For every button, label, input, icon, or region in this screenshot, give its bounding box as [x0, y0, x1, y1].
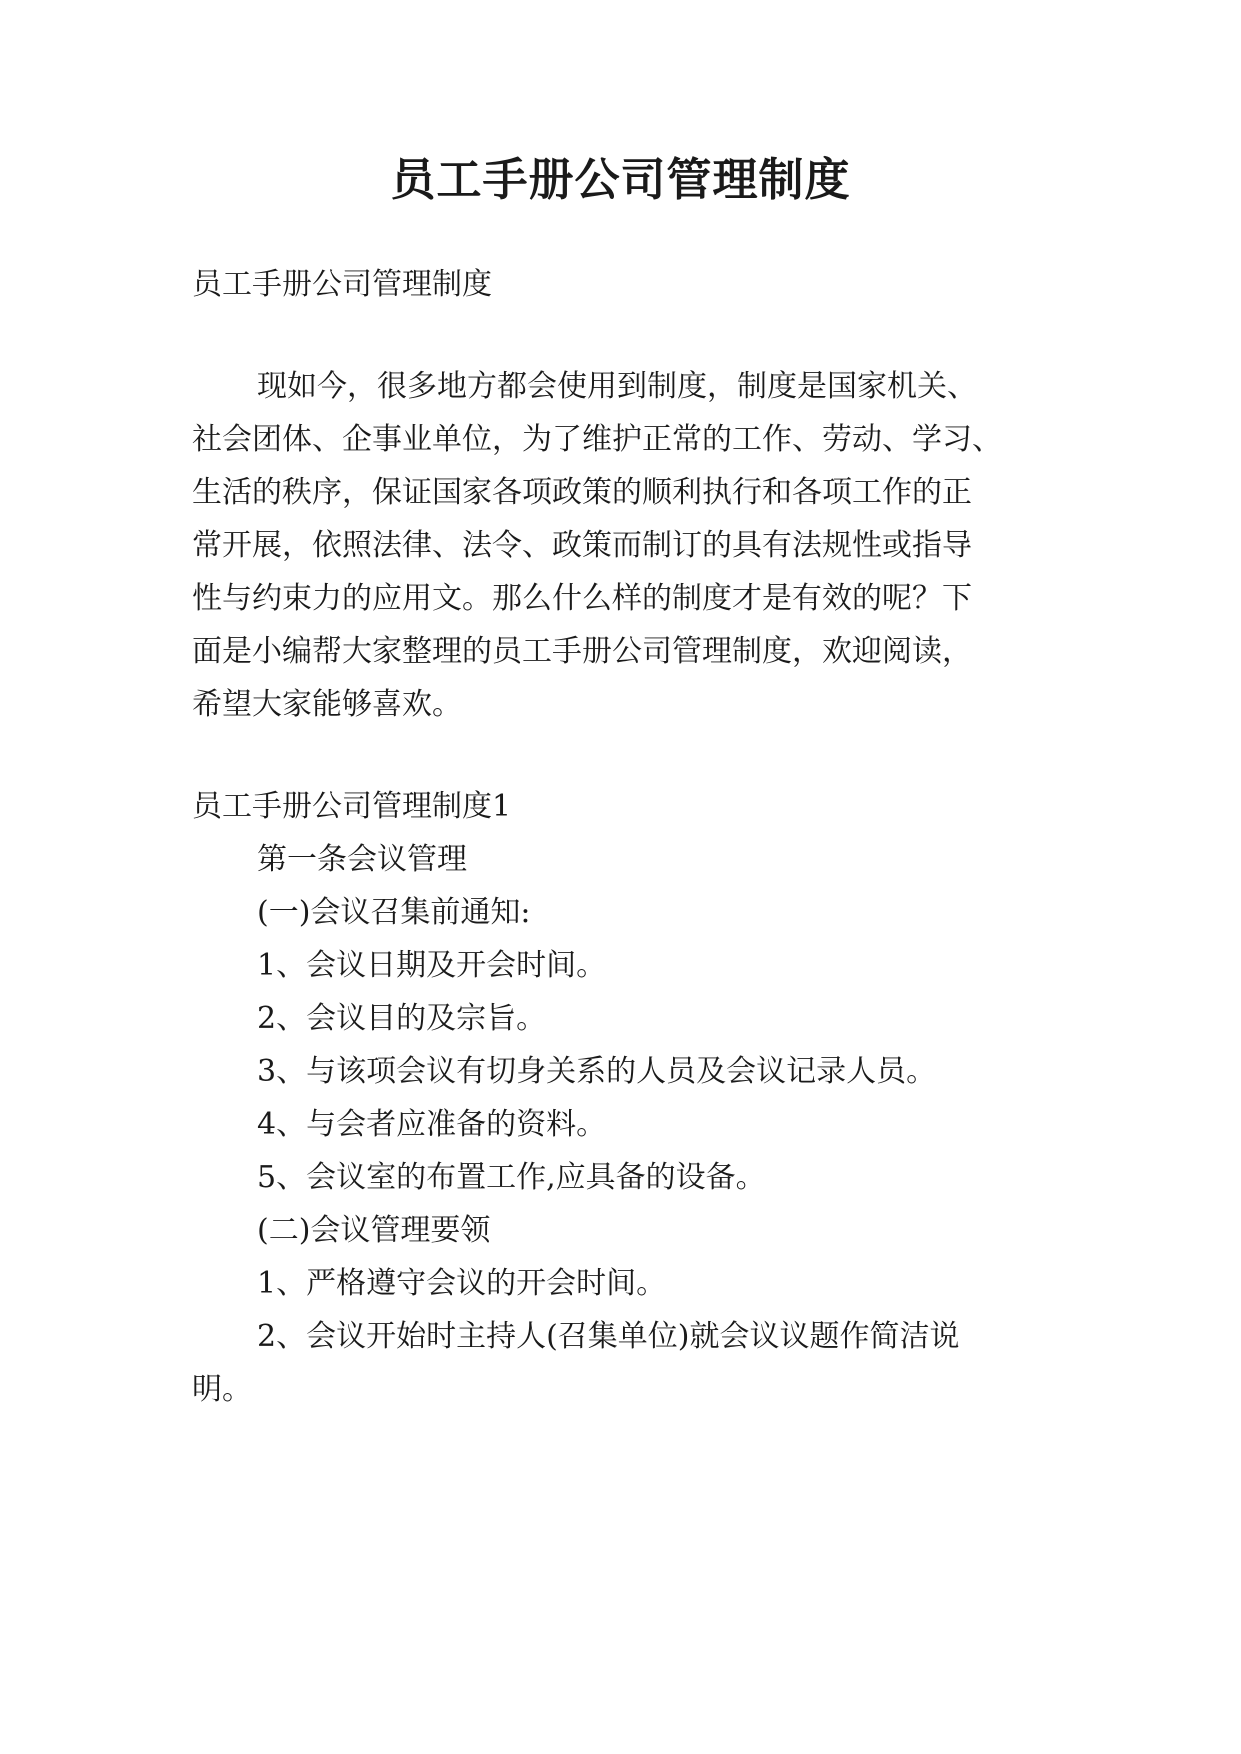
document-title: 员工手册公司管理制度	[390, 153, 851, 206]
intro-line-2: 社会团体、企事业单位，为了维护正常的工作、劳动、学习、	[192, 422, 1002, 457]
intro-line-1: 现如今，很多地方都会使用到制度，制度是国家机关、	[257, 369, 977, 404]
part1-item-3: 3、与该项会议有切身关系的人员及会议记录人员。	[257, 1054, 937, 1089]
article-heading: 第一条会议管理	[257, 842, 467, 877]
part1-item-2: 2、会议目的及宗旨。	[257, 1001, 547, 1036]
part2-heading: (二)会议管理要领	[257, 1213, 491, 1248]
part2-item-2-continuation: 明。	[192, 1372, 252, 1407]
part1-heading: (一)会议召集前通知:	[257, 895, 531, 930]
part1-item-1: 1、会议日期及开会时间。	[257, 948, 607, 983]
intro-line-6: 面是小编帮大家整理的员工手册公司管理制度，欢迎阅读，	[192, 634, 972, 669]
intro-line-4: 常开展，依照法律、法令、政策而制订的具有法规性或指导	[192, 528, 972, 563]
section-heading: 员工手册公司管理制度1	[192, 789, 512, 824]
part1-item-4: 4、与会者应准备的资料。	[257, 1107, 607, 1142]
part2-item-2: 2、会议开始时主持人(召集单位)就会议议题作简洁说	[257, 1319, 960, 1354]
part1-item-5: 5、会议室的布置工作,应具备的设备。	[257, 1160, 766, 1195]
part2-item-1: 1、严格遵守会议的开会时间。	[257, 1266, 667, 1301]
intro-line-7: 希望大家能够喜欢。	[192, 687, 462, 722]
intro-line-5: 性与约束力的应用文。那么什么样的制度才是有效的呢？下	[192, 581, 972, 616]
document-subtitle: 员工手册公司管理制度	[192, 267, 492, 302]
intro-line-3: 生活的秩序，保证国家各项政策的顺利执行和各项工作的正	[192, 475, 972, 510]
